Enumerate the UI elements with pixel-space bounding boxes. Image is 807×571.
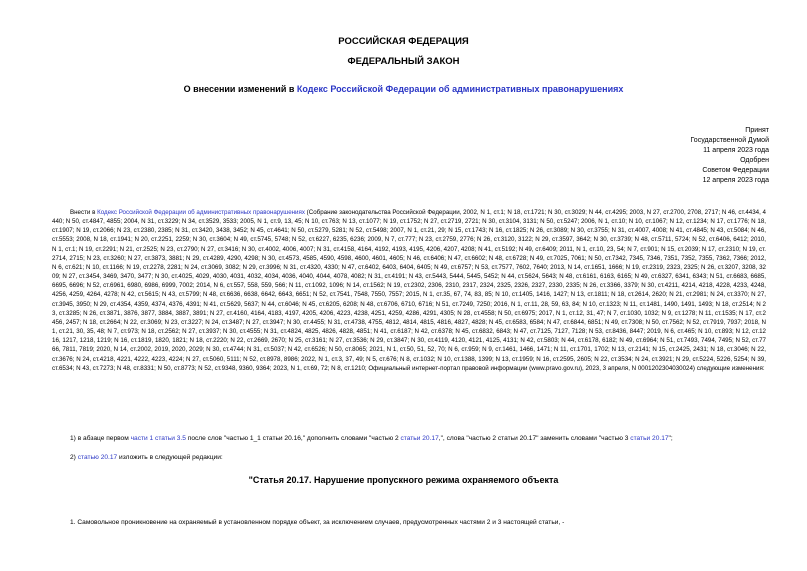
law-title (0, 84, 807, 94)
article-20-17-link[interactable]: статьи 20.17 (400, 435, 439, 442)
article-20-17-link[interactable]: статьи 20.17 (630, 435, 669, 442)
law-title-prefix: О внесении изменений в (183, 84, 297, 94)
header-federation: РОССИЙСКАЯ ФЕДЕРАЦИЯ (338, 36, 469, 47)
adoption-line: 12 апреля 2023 года (702, 177, 769, 184)
law-title-link[interactable]: Кодекс Российской Федерации об административных правонарушениях (296, 84, 624, 94)
item-1-text-c: ,", слова "частью 2 статьи 20.17" заменить словами "частью 3 (438, 435, 631, 442)
item-1-text-b: после слов "частью 1_1 статьи 20.16," дополнить словами "частью 2 (185, 435, 401, 442)
header-law-type: ФЕДЕРАЛЬНЫЙ ЗАКОН (347, 56, 460, 67)
intro-text: (Собрание законодательства Российской Федерации, 2002, N 1, ст.1; N 18, ст.1721; N 30, ст.3029; N 44, ст.4295; 2003, N 27, ст.2700, 2708, 2717; N 46, ст.4434, 4440; N 50, ст.4847, 4855; 2004, N 31, ст.3229; N 34, ст.3529, 3533; 2005, N 1, ст.9, 13, 45; N 10, ст.763; N 13, ст.1077; N 19, ст.1752; N 27, ст.2719, 2721; N 30, ст.3104, 3131; N 50, ст.5247; 2006, N 1, ст.10; N 10, ст.1067; N 12, ст.1234; N 17, ст.1776; N 18, ст.1907; N 19, ст.2066; N 23, ст.2380, 2385; N 31, ст.3420, 3438, 3452; N 45, ст.4641; N 50, ст.5279, 5281; N 52, ст.5498; 2007, N 1, ст.21, 29; N 15, ст.1743; N 16, ст.1825; N 26, ст.3089; N 30, ст.3755; N 31, ст.4007, 4008; N 41, ст.4845; N 43, ст.5084; N 46, ст.5553; 2008, N 18, ст.1941; N 20, ст.2251, 2259; N 30, ст.3604; N 49, ст.5745, 5748; N 52, ст.6227, 6235, 6236; 2009, N 7, ст.777; N 23, ст.2759, 2776; N 26, ст.3120, 3122; N 29, ст.3597, 3642; N 30, ст.3739; N 48, ст.5711, 5724; N 52, ст.6406, 6412; 2010, N 1, ст.1; N 19, ст.2291; N 21, ст.2525; N 23, ст.2790; N 27, ст.3416; N 30, ст.4002, 4006, 4007; N 31, ст.4158, 4164, 4192, 4193, 4195, 4206, 4207, 4208; N 41, ст.5192; N 49, ст.6409; 2011, N 1, ст.10, 23, 54; N 7, ст.901; N 15, ст.2039; N 17, ст.2310; N 19, ст.2714, 2715; N 23, ст.3260; N 27, ст.3873, 3881; N 29, ст.4289, 4290, 4298; N 30, ст.4573, 4585, 4590, 4598, 4600, 4601, 4605; N 46, ст.6406; N 47, ст.6602; N 48, ст.6728; N 49, ст.7025, 7061; N 50, ст.7342, 7345, 7346, 7351, 7352, 7355, 7362, 7366; 2012, N 6, ст.621; N 10, ст.1166; N 19, ст.2278, 2281; N 24, ст.3069, 3082; N 29, ст.3996; N 31, ст.4320, 4330; N 47, ст.6402, 6403, 6404, 6405; N 49, ст.6757; N 53, ст.7577, 7602, 7640; 2013, N 14, ст.1651, 1666; N 19, ст.2319, 2323, 2325; N 26, ст.3207, 3208, 3209; N 27, ст.3454, 3469, 3470, 3477; N 30, ст.4025, 4029, 4030, 4031, 4032, 4034, 4036, 4040, 4044, 4078, 4082; N 31, ст.4191; N 43, ст.5443, 5444, 5445, 5452; N 44, ст.5624, 5643; N 48, ст.6161, 6163, 6165; N 49, ст.6327, 6341, 6343; N 51, ст.6683, 6685, 6695, 6696; N 52, ст.6961, 6980, 6986, 6999, 7002; 2014, N 6, ст.557, 558, 559, 566; N 11, ст.1092, 1096; N 14, ст.1562; N 19, ст.2302, 2306, 2310, 2317, 2324, 2325, 2326, 2327, 2330, 2335; N 26, ст.3366, 3379; N 30, ст.4211, 4214, 4218, 4228, 4233, 4248, 4256, 4259, 4264, 4278; N 42, ст.5615; N 43, ст.5799; N 48, ст.6636, 6638, 6642, 6643, 6651; N 52, ст.7541, 7548, 7550, 7557; 2015, N 1, ст.35, 67, 74, 83, 85; N 10, ст.1405, 1416, 1427; N 13, ст.1811; N 18, ст.2614, 2620; N 21, ст.2981; N 24, ст.3370; N 27, ст.3945, 3950; N 29, ст.4354, 4359, 4374, 4376, 4391; N 41, ст.5629, 5637; N 44, ст.6046; N 45, ст.6205, 6208; N 48, ст.6706, 6710, 6716; N 51, ст.7249, 7250; 2016, N 1, ст.11, 28, 59, 63, 84; N 10, ст.1323; N 11, ст.1481, 1490, 1491, 1493; N 18, ст.2514; N 23, ст.3285; N 26, ст.3871, 3876, 3877, 3884, 3887, 3891; N 27, ст.4160, 4164, 4183, 4197, 4205, 4206, 4223, 4238, 4251, 4259, 4286, 4291, 4305; N 28, ст.4558; N 50, ст.6975; 2017, N 1, ст.12, 31, 47; N 7, ст.1030, 1032; N 9, ст.1278; N 11, ст.1535; N 17, ст.2456, 2457; N 18, ст.2664; N 22, ст.3069; N 23, ст.3227; N 24, ст.3487; N 27, ст.3947; N 30, ст.4455; N 31, ст.4738, 4755, 4812, 4814, 4815, 4816, 4827, 4828; N 45, ст.6583, 6584; N 47, ст.6844, 6851; N 49, ст.7308; N 50, ст.7562; N 52, ст.7919, 7937; 2018, N 1, ст.21, 30, 35, 48; N 7, ст.973; N 18, ст.2562; N 27, ст.3937; N 30, ст.4555; N 31, ст.4824, 4825, 4826, 4828, 4851; N 41, ст.6187; N 42, ст.6378; N 45, ст.6832, 6843; N 47, ст.7125, 7127, 7128; N 53, ст.8436, 8447; 2019, N 6, ст.465; N 10, ст.893; N 12, ст.1216, 1217, 1218, 1219; N 16, ст.1819, 1820, 1821; N 18, ст.2220; N 22, ст.2669, 2670; N 25, ст.3161; N 27, ст.3536; N 29, ст.3847; N 30, ст.4119, 4120, 4121, 4125, 4131; N 42, ст.5803; N 44, ст.6178, 6182; N 49, ст.6964; N 51, ст.7493, 7494, 7495; N 52, ст.7766, 7811, 7819; 2020, N 14, ст.2002, 2019, 2020, 2029; N 30, ст.4744; N 31, ст.5037; N 42, ст.6526; N 50, ст.8065; 2021, N 1, ст.50, 51, 52, 70; N 6, ст.959; N 9, ст.1461, 1466, 1471; N 11, ст.1701, 1702; N 13, ст.2141; N 15, ст.2425, 2431; N 18, ст.3046; N 22, ст.3676; N 24, ст.4218, 4221, 4222, 4223, 4224; N 27, ст.5060, 5111; N 52, ст.8978, 8986; 2022, N 1, ст.3, 37, 49; N 5, ст.676; N 8, ст.1032; N 10, ст.1388, 1399; N 13, ст.1959; N 16, ст.2595, 2605; N 22, ст.3534; N 24, ст.3921; N 29, ст.5224, 5226, 5254; N 39, ст.6534; N 43, ст.7273; N 48, ст.8331; N 50, ст.8773; N 52, ст.9348, 9360, 9364; 2023, N 1, ст.69, 72; N 8, ст.1210; Официальный интернет-портал правовой информации (www.pravo.gov.ru), 2023, 3 апреля, N 0001202304030024) следующие изменения: (52, 209, 766, 372)
article-20-17-link[interactable]: статью 20.17 (77, 454, 118, 461)
adoption-line: Принят (745, 127, 769, 134)
article-3-5-link[interactable]: части 1 статьи 3.5 (130, 435, 186, 442)
item-1-text-a: 1) в абзаце первом (70, 435, 131, 442)
item-1-text-d: "; (668, 435, 673, 442)
adoption-line: Советом Федерации (702, 167, 769, 174)
item-2-text: изложить в следующей редакции: (117, 454, 223, 461)
intro-prefix: Внести в (70, 209, 98, 216)
adoption-line: Одобрен (740, 157, 769, 164)
adoption-line: Государственной Думой (690, 137, 769, 144)
adoption-block (690, 126, 769, 186)
adoption-line: 11 апреля 2023 года (703, 147, 769, 154)
intro-paragraph (52, 208, 766, 373)
item-1-paragraph (52, 434, 766, 443)
article-title: "Статья 20.17. Нарушение пропускного режима охраняемого объекта (248, 475, 559, 485)
code-link[interactable]: Кодекс Российской Федерации об административных правонарушениях (97, 209, 305, 216)
item-2-paragraph (52, 453, 766, 462)
item-2-prefix: 2) (70, 454, 78, 461)
item-3-paragraph: 1. Самовольное проникновение на охраняемый в установленном порядке объект, за исключением случаев, предусмотренных частями 2 и 3 настоящей статьи, - (70, 519, 565, 526)
